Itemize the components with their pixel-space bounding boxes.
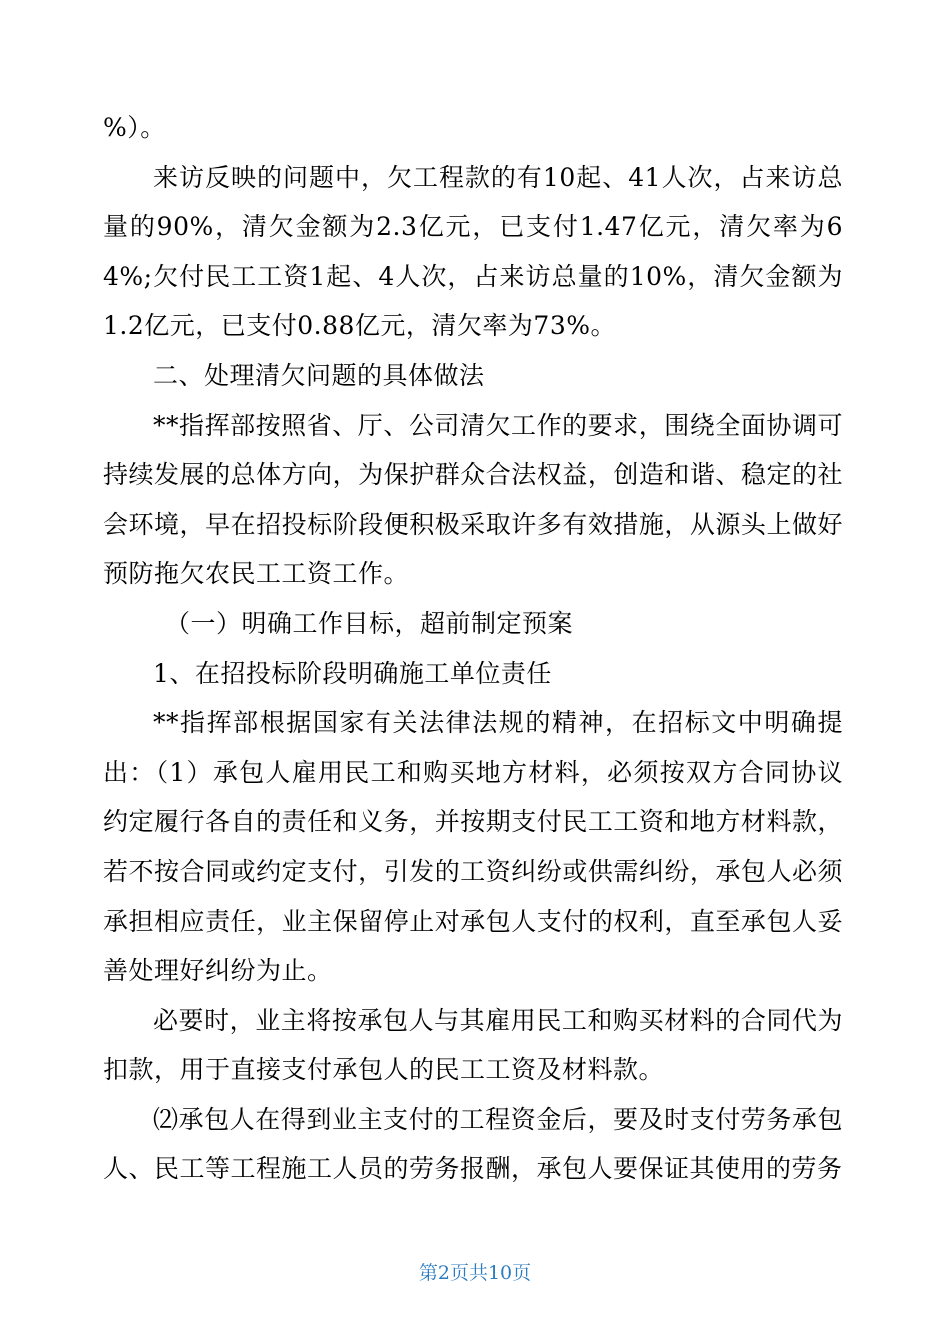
- page-number-footer: 第2页共10页: [418, 1262, 532, 1284]
- paragraph-owner-deduction: 必要时，业主将按承包人与其雇用民工和购买材料的合同代为扣款，用于直接支付承包人的民工工资及材料款。: [103, 1005, 843, 1085]
- subsection-heading-goals: （一）明确工作目标，超前制定预案: [165, 608, 574, 638]
- paragraph-visit-statistics: 来访反映的问题中，欠工程款的有10起、41人次，占来访总量的90%，清欠金额为2.3亿元，已支付1.47亿元，清欠率为64%;欠付民工工资1起、4人次，占来访总量的10%，清欠金额为1.2亿元，已支付0.88亿元，清欠率为73%。: [103, 162, 843, 341]
- paragraph-command-measures: **指挥部按照省、厅、公司清欠工作的要求，围绕全面协调可持续发展的总体方向，为保护群众合法权益，创造和谐、稳定的社会环境，早在招投标阶段便积极采取许多有效措施，从源头上做好预防拖欠农民工工资工作。: [103, 410, 843, 589]
- section-heading-methods: 二、处理清欠问题的具体做法: [153, 360, 485, 390]
- paragraph-bidding-requirements: **指挥部根据国家有关法律法规的精神，在招标文中明确提出：（1）承包人雇用民工和购买地方材料，必须按双方合同协议约定履行各自的责任和义务，并按期支付民工工资和地方材料款，若不按合同或约定支付，引发的工资纠纷或供需纠纷，承包人必须承担相应责任，业主保留停止对承包人支付的权利，直至承包人妥善处理好纠纷为止。: [103, 708, 843, 986]
- item-heading-bidding-responsibility: 1、在招投标阶段明确施工单位责任: [153, 658, 552, 688]
- paragraph-percent-continuation: %）。: [103, 113, 166, 142]
- paragraph-contractor-payment: ⑵承包人在得到业主支付的工程资金后，要及时支付劳务承包人、民工等工程施工人员的劳务报酬，承包人要保证其使用的劳务: [103, 1104, 843, 1184]
- document-body: [103, 103, 843, 1194]
